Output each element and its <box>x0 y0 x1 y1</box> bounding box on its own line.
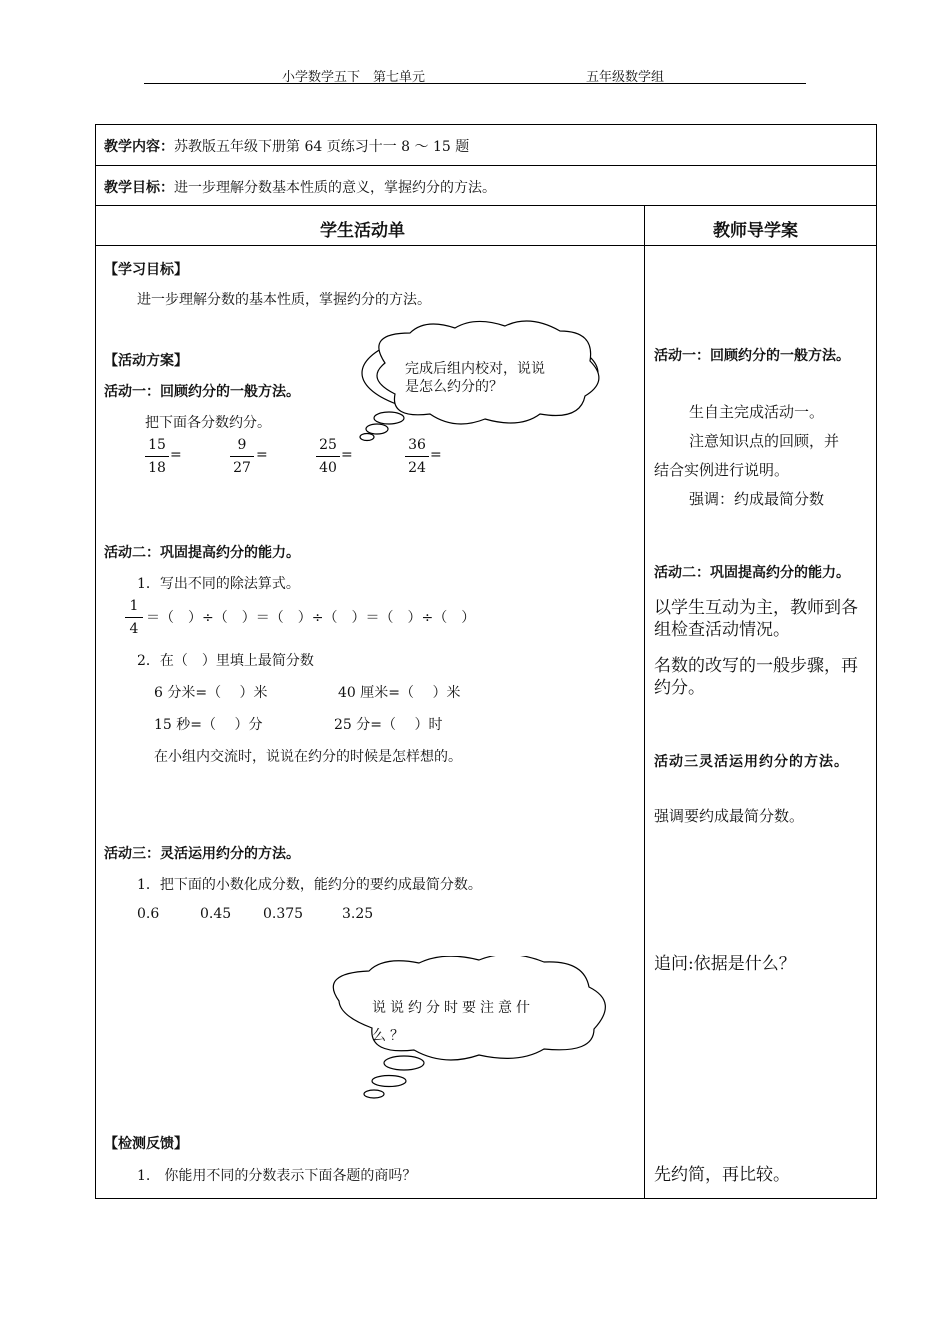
decimal-2: 0.45 <box>200 906 232 922</box>
act3-q1: 1．把下面的小数化成分数，能约分的要约成最简分数。 <box>137 877 482 893</box>
content-text: 苏教版五年级下册第 64 页练习十一 8 ～ 15 题 <box>174 139 470 155</box>
teacher-act2-text-2: 名数的改写的一般步骤，再约分。 <box>654 656 858 698</box>
teacher-act1-title: 活动一：回顾约分的一般方法。 <box>654 348 850 364</box>
objective-text: 进一步理解分数的基本性质，掌握约分的方法。 <box>137 292 431 308</box>
header-right: 五年级数学组 <box>586 70 665 85</box>
teacher-compare: 先约简，再比较。 <box>654 1165 790 1185</box>
teacher-act1-line-3: 结合实例进行说明。 <box>654 461 790 479</box>
teacher-act3-title: 活动三灵活运用约分的方法。 <box>654 754 849 770</box>
goal-text: 进一步理解分数基本性质的意义，掌握约分的方法。 <box>174 180 496 196</box>
objective-heading: 【学习目标】 <box>104 262 188 278</box>
act1-title: 活动一：回顾约分的一般方法。 <box>104 384 300 400</box>
act2-title: 活动二：巩固提高约分的能力。 <box>104 545 300 561</box>
equals-4: = <box>430 447 442 463</box>
act2-note: 在小组内交流时，说说在约分的时候是怎样想的。 <box>154 749 462 765</box>
teacher-ask: 追问:依据是什么？ <box>654 954 796 974</box>
act2-q2: 2．在（ ）里填上最简分数 <box>137 653 314 669</box>
teacher-act3-text: 强调要约成最简分数。 <box>654 807 805 825</box>
header-left: 小学数学五下 第七单元 <box>282 70 426 85</box>
teacher-act1-line-2: 注意知识点的回顾，并 <box>689 432 840 450</box>
column-header-teacher: 教师导学案 <box>713 221 798 241</box>
equals-2: = <box>256 447 268 463</box>
equals-3: = <box>341 447 353 463</box>
column-header-student: 学生活动单 <box>320 221 405 241</box>
feedback-heading: 【检测反馈】 <box>104 1136 188 1152</box>
act2-item-2: 40 厘米=（ ）米 <box>338 685 461 701</box>
decimal-4: 3.25 <box>342 906 374 922</box>
act3-title: 活动三：灵活运用约分的方法。 <box>104 846 300 862</box>
fraction-4: 36 24 <box>405 436 429 477</box>
feedback-q1: 1. 你能用不同的分数表示下面各题的商吗？ <box>137 1168 417 1184</box>
act2-q1: 1．写出不同的除法算式。 <box>137 576 300 592</box>
content-label: 教学内容： <box>104 139 174 155</box>
content-row <box>104 136 469 156</box>
act1-instruction: 把下面各分数约分。 <box>145 415 271 431</box>
teacher-act2-title: 活动二：巩固提高约分的能力。 <box>654 565 850 581</box>
fraction-2: 9 27 <box>230 436 254 477</box>
fraction-3: 25 40 <box>316 436 340 477</box>
teacher-act1-line-4: 强调：约成最简分数 <box>689 490 825 508</box>
goal-row <box>104 177 496 197</box>
goal-label: 教学目标： <box>104 180 174 196</box>
teacher-act1-line-1: 生自主完成活动一。 <box>689 403 825 421</box>
equals-1: = <box>170 447 182 463</box>
act2-expression: ＝（ ）÷（ ）＝（ ）÷（ ）＝（ ）÷（ ） <box>146 610 476 626</box>
decimal-3: 0.375 <box>263 906 304 922</box>
teacher-act2-text-1: 以学生互动为主，教师到各组检查活动情况。 <box>654 598 858 640</box>
decimal-1: 0.6 <box>137 906 160 922</box>
fraction-1: 15 18 <box>145 436 169 477</box>
plan-heading: 【活动方案】 <box>104 353 188 369</box>
act2-item-3: 15 秒=（ ）分 <box>154 717 263 733</box>
cloud-1-text: 完成后组内校对，说说是怎么约分的？ <box>405 361 545 395</box>
act2-fraction: 1 4 <box>125 597 143 638</box>
act2-item-1: 6 分米=（ ）米 <box>154 685 268 701</box>
act2-item-4: 25 分=（ ）时 <box>334 717 443 733</box>
header-rule <box>144 83 806 84</box>
cloud-2-text: 说说约分时要注意什么？ <box>372 1000 534 1044</box>
